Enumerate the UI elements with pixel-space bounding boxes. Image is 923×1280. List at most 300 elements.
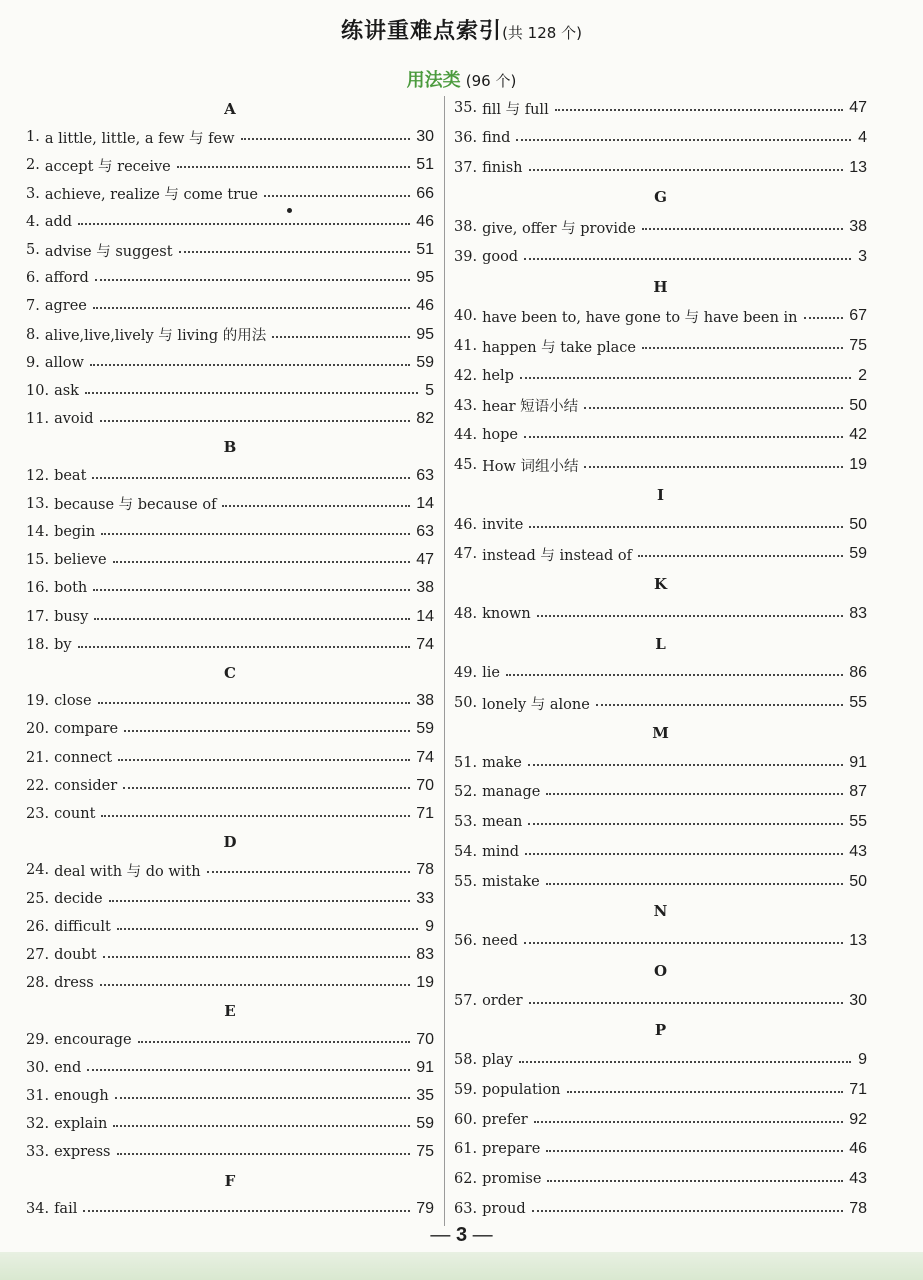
entry-text: busy	[54, 608, 89, 625]
dot-leader	[547, 1180, 843, 1182]
entry-page: 38	[416, 579, 434, 597]
entry-number: 40.	[454, 308, 478, 325]
dot-leader	[138, 1041, 411, 1043]
index-entry	[26, 182, 434, 206]
index-entry	[454, 245, 867, 269]
index-entry	[26, 802, 434, 826]
entry-text: prefer	[482, 1111, 528, 1128]
entry-page: 66	[416, 184, 434, 202]
entry-text: alive,live,lively 与 living 的用法	[44, 328, 267, 345]
index-entry	[454, 1078, 867, 1102]
entry-page: 55	[849, 694, 867, 711]
entry-text: doubt	[54, 947, 97, 963]
dot-leader	[83, 1210, 410, 1212]
entry-text: mind	[482, 843, 520, 860]
index-entry	[454, 1108, 867, 1132]
index-entry	[26, 971, 434, 995]
index-entry	[26, 1197, 434, 1221]
entry-number: 29.	[26, 1031, 50, 1048]
dot-leader	[95, 279, 410, 281]
index-entry	[26, 943, 434, 967]
entry-number: 15.	[26, 552, 50, 569]
entry-text: explain	[54, 1116, 108, 1133]
entry-text: compare	[54, 721, 119, 738]
dot-leader	[546, 793, 843, 795]
entry-number: 49.	[454, 665, 478, 682]
entry-text: express	[54, 1144, 111, 1161]
entry-page: 67	[849, 307, 867, 325]
dot-leader	[546, 883, 843, 885]
dot-leader	[100, 984, 410, 986]
dot-leader	[124, 730, 410, 732]
entry-number: 60.	[454, 1111, 478, 1128]
entry-page: 50	[849, 396, 867, 414]
dot-leader	[528, 764, 843, 766]
letter-heading: A	[224, 100, 236, 118]
dot-leader	[113, 1125, 410, 1127]
entry-text: deal with 与 do with	[54, 863, 201, 880]
entry-number: 41.	[454, 338, 478, 354]
dot-leader	[519, 1061, 851, 1063]
index-entry	[26, 746, 434, 770]
entry-page: 13	[849, 158, 867, 176]
index-entry	[454, 513, 867, 537]
dot-leader	[506, 674, 843, 676]
dot-leader	[584, 407, 843, 409]
entry-number: 63.	[454, 1200, 478, 1217]
dot-leader	[117, 1153, 411, 1155]
entry-page: 19	[416, 974, 434, 992]
dot-leader	[123, 787, 410, 789]
entry-number: 28.	[26, 975, 50, 992]
dot-leader	[596, 704, 843, 706]
entry-number: 17.	[26, 608, 50, 625]
entry-number: 39.	[454, 248, 478, 265]
index-entry	[454, 334, 867, 358]
entry-number: 2.	[26, 157, 40, 174]
index-entry	[26, 379, 434, 403]
dot-leader	[109, 900, 411, 902]
dot-leader	[241, 138, 411, 140]
index-entry	[454, 156, 867, 180]
title-text: 练讲重难点索引	[341, 19, 503, 44]
dot-leader	[78, 646, 411, 648]
letter-heading: C	[224, 664, 236, 682]
index-entry	[454, 780, 867, 804]
entry-number: 9.	[26, 354, 40, 371]
letter-heading: O	[653, 961, 668, 980]
entry-number: 54.	[454, 843, 478, 860]
entry-page: 82	[416, 410, 434, 428]
index-entry	[454, 870, 867, 894]
entry-text: decide	[54, 890, 103, 907]
entry-text: instead 与 instead of	[482, 547, 632, 564]
entry-number: 31.	[26, 1088, 50, 1104]
entry-page: 59	[416, 1115, 434, 1133]
dot-leader	[555, 109, 843, 111]
entry-page: 71	[416, 805, 434, 822]
index-entry	[26, 323, 434, 347]
dot-leader	[85, 392, 418, 394]
index-entry	[454, 1137, 867, 1161]
entry-number: 32.	[26, 1116, 50, 1133]
entry-page: 83	[416, 946, 434, 963]
page-number-dash-right: —	[472, 1224, 493, 1246]
entry-page: 87	[849, 783, 867, 801]
entry-text: manage	[482, 784, 541, 801]
entry-text: invite	[482, 516, 524, 533]
entry-page: 38	[849, 218, 867, 235]
dot-leader	[98, 702, 411, 704]
entry-page: 75	[416, 1143, 434, 1161]
entry-page: 14	[416, 494, 434, 512]
index-entry	[26, 125, 434, 149]
dot-leader	[534, 1121, 843, 1123]
entry-text: mistake	[482, 873, 540, 890]
dot-leader	[524, 436, 843, 438]
entry-text: fill 与 full	[482, 101, 549, 118]
entry-text: agree	[44, 298, 87, 315]
entry-text: count	[54, 806, 96, 822]
index-entry	[26, 633, 434, 657]
entry-page: 33	[416, 889, 434, 907]
entry-page: 50	[849, 515, 867, 533]
entry-page: 13	[849, 932, 867, 949]
entry-page: 35	[416, 1087, 434, 1104]
entry-page: 3	[858, 247, 867, 265]
letter-heading: B	[223, 438, 237, 457]
section-count: (96 个)	[465, 72, 517, 90]
index-entry	[454, 1197, 867, 1221]
index-entry	[26, 1112, 434, 1136]
entry-number: 62.	[454, 1171, 478, 1187]
entry-text: end	[54, 1059, 82, 1076]
entry-number: 38.	[454, 219, 478, 235]
entry-text: dress	[54, 975, 94, 992]
letter-heading: L	[655, 634, 666, 653]
entry-number: 1.	[26, 129, 40, 146]
entry-text: ask	[54, 383, 79, 399]
index-entry	[454, 1167, 867, 1191]
dot-leader	[87, 1069, 410, 1071]
dot-leader	[101, 533, 410, 535]
page-number-dash-left: —	[430, 1224, 451, 1246]
entry-page: 91	[416, 1058, 434, 1076]
entry-number: 30.	[26, 1059, 50, 1076]
entry-number: 8.	[26, 326, 40, 343]
entry-number: 24.	[26, 862, 50, 879]
dot-leader	[101, 815, 410, 817]
entry-text: How 词组小结	[482, 458, 579, 475]
index-entry	[26, 351, 434, 375]
title-count: (共 128 个)	[502, 24, 582, 42]
entry-page: 59	[416, 720, 434, 738]
index-entry	[454, 215, 867, 239]
index-entry	[26, 717, 434, 741]
letter-heading: G	[654, 188, 667, 207]
entry-text: encourage	[54, 1031, 132, 1048]
index-entry	[26, 492, 434, 516]
entry-number: 56.	[454, 933, 478, 949]
letter-heading: I	[656, 485, 665, 504]
dot-leader	[642, 228, 843, 230]
page-number-value: 3	[455, 1224, 468, 1246]
entry-text: difficult	[54, 918, 111, 935]
index-entry	[454, 661, 867, 685]
dot-leader	[525, 853, 843, 855]
entry-page: 2	[858, 366, 867, 384]
entry-text: close	[54, 693, 92, 710]
index-entry	[454, 602, 867, 626]
entry-page: 38	[416, 692, 434, 710]
index-entry	[454, 126, 867, 150]
entry-page: 55	[849, 813, 867, 830]
entry-number: 7.	[26, 298, 40, 315]
dot-leader	[520, 377, 851, 379]
dot-leader	[532, 1210, 844, 1212]
entry-number: 61.	[454, 1141, 478, 1158]
entry-text: because 与 because of	[54, 497, 217, 514]
entry-page: 50	[849, 872, 867, 890]
entry-page: 9	[858, 1051, 867, 1068]
letter-heading: H	[653, 277, 668, 296]
dot-leader	[179, 251, 411, 253]
entry-page: 75	[849, 337, 867, 354]
dot-leader	[567, 1091, 844, 1093]
page-number	[0, 1224, 923, 1247]
entry-number: 33.	[26, 1144, 50, 1161]
entry-page: 83	[849, 604, 867, 622]
section-heading	[0, 66, 923, 92]
entry-text: make	[482, 754, 522, 771]
entry-text: order	[482, 992, 523, 1009]
dot-leader	[90, 364, 410, 366]
entry-text: finish	[482, 159, 523, 176]
index-entry	[454, 96, 867, 120]
index-entry	[26, 1056, 434, 1080]
entry-number: 23.	[26, 806, 50, 822]
entry-page: 92	[849, 1110, 867, 1128]
index-entry	[26, 1084, 434, 1108]
entry-page: 59	[849, 545, 867, 563]
entry-number: 48.	[454, 605, 478, 622]
dot-leader	[78, 223, 410, 225]
entry-text: need	[482, 933, 518, 949]
entry-page: 19	[849, 456, 867, 473]
letter-heading: D	[223, 833, 237, 852]
index-entry	[454, 929, 867, 953]
entry-number: 5.	[26, 242, 40, 258]
dot-leader	[177, 166, 410, 168]
dot-leader	[222, 505, 410, 507]
entry-number: 3.	[26, 185, 40, 202]
index-entry	[26, 1028, 434, 1052]
entry-text: advise 与 suggest	[44, 243, 173, 260]
entry-number: 46.	[454, 516, 478, 533]
entry-number: 19.	[26, 693, 50, 710]
entry-page: 43	[849, 1170, 867, 1187]
entry-number: 6.	[26, 270, 40, 287]
dot-leader	[272, 336, 410, 338]
entry-page: 14	[416, 607, 434, 625]
dot-leader	[529, 526, 843, 528]
dot-leader	[516, 139, 851, 141]
index-entry	[26, 520, 434, 544]
entry-text: afford	[44, 270, 89, 287]
column-divider	[444, 96, 445, 1226]
dot-leader	[115, 1097, 411, 1099]
entry-number: 11.	[26, 411, 50, 428]
entry-page: 70	[416, 1030, 434, 1048]
dot-leader	[100, 420, 411, 422]
entry-text: lie	[482, 665, 500, 682]
entry-text: accept 与 receive	[44, 158, 171, 175]
entry-number: 51.	[454, 754, 478, 771]
entry-text: beat	[54, 467, 87, 484]
dot-leader	[537, 615, 844, 617]
entry-number: 18.	[26, 636, 50, 653]
entry-page: 74	[416, 748, 434, 766]
entry-text: hear 短语小结	[482, 399, 579, 415]
entry-page: 51	[416, 241, 434, 258]
entry-page: 95	[416, 325, 434, 343]
page-title	[0, 14, 923, 45]
dot-leader	[529, 1002, 844, 1004]
index-entry	[454, 691, 867, 715]
entry-text: happen 与 take place	[482, 339, 636, 356]
entry-number: 12.	[26, 467, 50, 484]
entry-page: 46	[416, 297, 434, 315]
index-entry	[26, 407, 434, 431]
entry-text: good	[482, 248, 519, 265]
entry-number: 14.	[26, 524, 50, 540]
entry-text: find	[482, 129, 511, 146]
dot-leader	[93, 307, 410, 309]
letter-heading: M	[652, 723, 669, 742]
entry-text: play	[482, 1052, 513, 1068]
index-entry	[26, 210, 434, 234]
entry-number: 55.	[454, 873, 478, 890]
index-entry	[26, 266, 434, 290]
entry-page: 63	[416, 523, 434, 540]
entry-number: 35.	[454, 100, 478, 116]
index-entry	[26, 689, 434, 713]
entry-number: 44.	[454, 427, 478, 444]
entry-number: 37.	[454, 159, 478, 176]
entry-page: 5	[425, 382, 434, 399]
dot-leader	[94, 618, 410, 620]
index-entry	[454, 304, 867, 328]
entry-number: 34.	[26, 1200, 50, 1217]
entry-number: 50.	[454, 695, 478, 711]
letter-heading: F	[224, 1171, 236, 1190]
entry-number: 42.	[454, 367, 478, 384]
entry-text: proud	[482, 1200, 526, 1217]
entry-number: 43.	[454, 397, 478, 414]
dot-leader	[264, 195, 410, 197]
entry-number: 47.	[454, 546, 478, 563]
entry-page: 63	[416, 466, 434, 484]
entry-number: 13.	[26, 495, 50, 512]
entry-page: 9	[425, 917, 434, 935]
index-entry	[454, 840, 867, 864]
entry-number: 21.	[26, 749, 50, 766]
dot-leader	[524, 942, 843, 944]
entry-number: 10.	[26, 383, 50, 399]
entry-text: give, offer 与 provide	[482, 220, 636, 237]
index-entry	[454, 810, 867, 834]
dot-leader	[642, 347, 843, 349]
entry-page: 59	[416, 353, 434, 371]
entry-number: 4.	[26, 213, 40, 230]
index-entry	[26, 915, 434, 939]
index-entry	[26, 858, 434, 882]
entry-page: 91	[849, 753, 867, 771]
dot-leader	[804, 317, 844, 319]
index-entry	[26, 548, 434, 572]
index-entry	[26, 238, 434, 262]
entry-number: 20.	[26, 721, 50, 738]
entry-page: 78	[849, 1199, 867, 1217]
entry-text: believe	[54, 552, 107, 569]
index-entry	[454, 453, 867, 477]
dot-leader	[546, 1150, 843, 1152]
dot-leader	[584, 466, 843, 468]
entry-number: 52.	[454, 784, 478, 801]
entry-text: achieve, realize 与 come true	[44, 187, 258, 204]
entry-text: add	[44, 213, 73, 230]
entry-page: 95	[416, 269, 434, 287]
ink-speck	[287, 208, 292, 213]
index-entry	[454, 394, 867, 418]
index-entry	[26, 576, 434, 600]
dot-leader	[103, 956, 411, 958]
index-entry	[454, 542, 867, 566]
entry-page: 74	[416, 635, 434, 653]
entry-page: 43	[849, 842, 867, 860]
letter-heading: E	[224, 1002, 236, 1021]
entry-page: 47	[849, 99, 867, 116]
letter-heading: P	[654, 1021, 667, 1040]
dot-leader	[117, 928, 418, 930]
entry-page: 47	[416, 551, 434, 569]
index-entry	[26, 464, 434, 488]
dot-leader	[638, 555, 843, 557]
entry-page: 4	[858, 128, 867, 146]
entry-number: 57.	[454, 992, 478, 1009]
entry-text: known	[482, 605, 531, 622]
index-entry	[26, 605, 434, 629]
index-entry	[454, 364, 867, 388]
entry-text: prepare	[482, 1141, 541, 1158]
entry-page: 46	[849, 1140, 867, 1158]
entry-text: have been to, have gone to 与 have been in	[482, 309, 798, 326]
index-entry	[26, 887, 434, 911]
dot-leader	[93, 589, 410, 591]
entry-text: allow	[44, 354, 84, 371]
entry-text: fail	[54, 1200, 78, 1217]
entry-text: help	[482, 367, 514, 384]
entry-page: 30	[849, 991, 867, 1009]
dot-leader	[118, 759, 410, 761]
entry-text: avoid	[54, 411, 94, 428]
index-entry	[454, 989, 867, 1013]
dot-leader	[529, 169, 844, 171]
letter-heading: N	[653, 902, 668, 921]
entry-page: 42	[849, 426, 867, 444]
section-title: 用法类	[406, 70, 461, 91]
entry-page: 70	[416, 776, 434, 794]
